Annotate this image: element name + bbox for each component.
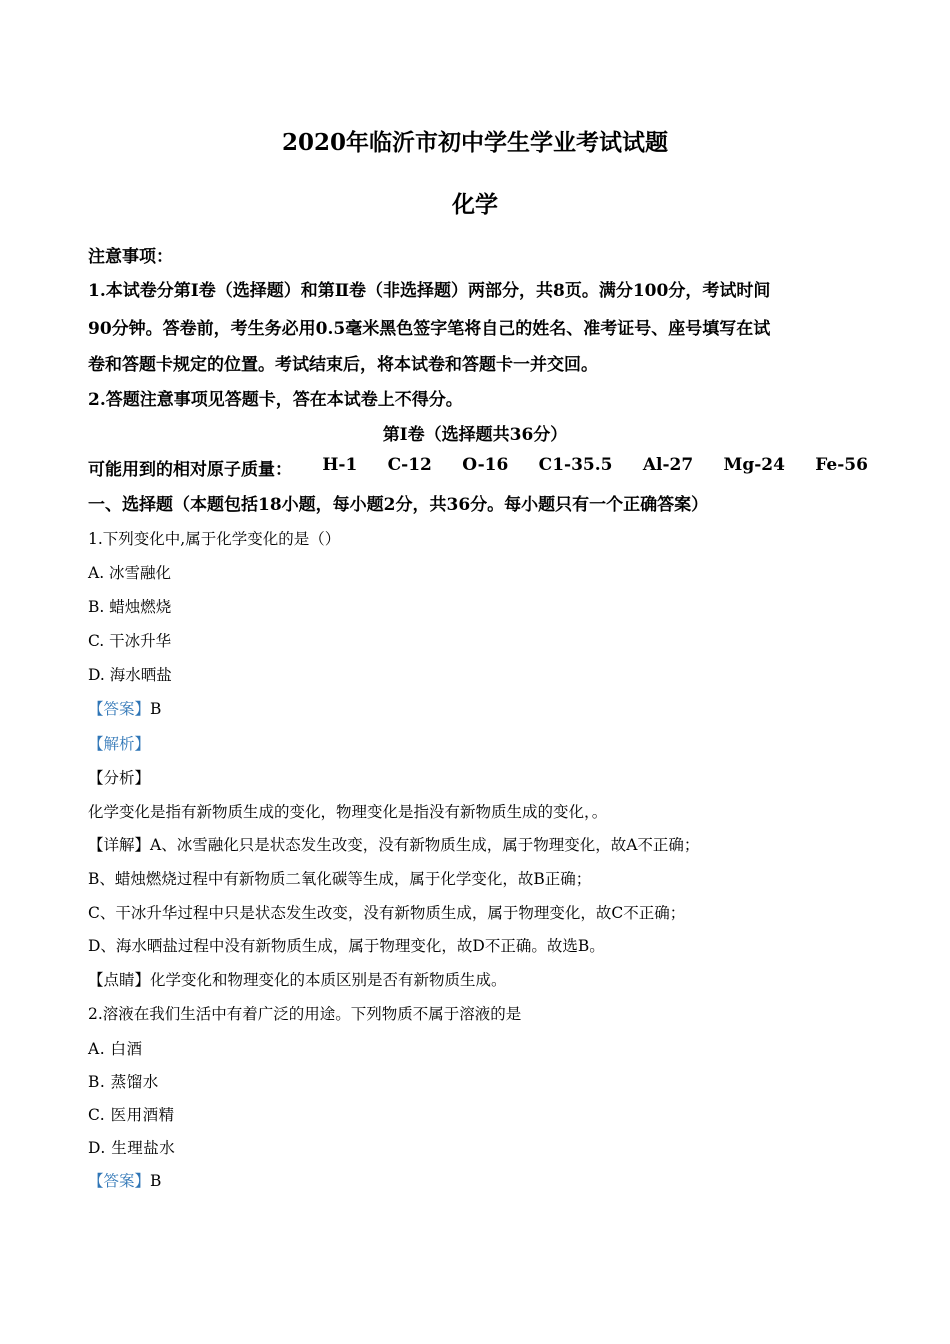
q1-option-c: C. 干冰升华 [88,632,172,650]
q1-detail-1: 【详解】A、冰雪融化只是状态发生改变，没有新物质生成，属于物理变化，故A不正确； [88,836,700,854]
q2-option-b: B. 蒸馏水 [88,1073,159,1091]
q2-stem: 2.溶液在我们生活中有着广泛的用途。下列物质不属于溶液的是 [88,1005,522,1023]
q2-option-a: A. 白酒 [88,1040,143,1058]
notice-line-3: 卷和答题卡规定的位置。考试结束后，将本试卷和答题卡一并交回。 [88,355,598,375]
q1-detail-3: C、干冰升华过程中只是状态发生改变，没有新物质生成，属于物理变化，故C不正确； [88,904,686,922]
q2-answer [88,1169,161,1191]
q1-analysis-tag: 【解析】 [88,735,151,753]
q1-answer-tag: 【答案】 [88,700,151,718]
q1-answer [88,697,161,719]
q1-option-d: D. 海水晒盐 [88,666,172,684]
atom-fe: Fe-56 [815,455,868,475]
section-heading: 一、选择题（本题包括18小题，每小题2分，共36分。每小题只有一个正确答案） [88,495,709,515]
part1-heading: 第Ⅰ卷（选择题共36分） [382,425,568,445]
subject-title: 化学 [452,191,498,218]
q1-stem: 1.下列变化中,属于化学变化的是（） [88,530,341,548]
q2-answer-tag: 【答案】 [88,1172,151,1190]
q1-detail-4: D、海水晒盐过程中没有新物质生成，属于物理变化，故D不正确。故选B。 [88,937,605,955]
atom-cl: C1-35.5 [538,455,613,475]
q1-fenxi-tag: 【分析】 [88,769,151,787]
q1-answer-value: B [150,700,162,718]
atom-o: O-16 [462,455,509,475]
q2-answer-value: B [150,1172,162,1190]
atomic-mass-label: 可能用到的相对原子质量： [88,460,292,480]
q2-option-d: D. 生理盐水 [88,1139,176,1157]
notice-line-1: 1.本试卷分第Ⅰ卷（选择题）和第Ⅱ卷（非选择题）两部分，共8页。满分100分，考试时间 [88,281,771,301]
q1-option-a: A. 冰雪融化 [88,564,172,582]
atom-h: H-1 [322,455,358,475]
notice-heading: 注意事项： [88,247,173,267]
q1-option-b: B. 蜡烛燃烧 [88,598,172,616]
q1-fenxi-text: 化学变化是指有新物质生成的变化，物理变化是指没有新物质生成的变化，。 [88,803,608,821]
atomic-mass-row [88,455,868,480]
q1-detail-2: B、蜡烛燃烧过程中有新物质二氧化碳等生成，属于化学变化，故B正确； [88,870,592,888]
atom-mg: Mg-24 [723,455,785,475]
atom-al: Al-27 [642,455,694,475]
q1-dianjing: 【点睛】化学变化和物理变化的本质区别是否有新物质生成。 [88,971,507,989]
exam-title: 2020年临沂市初中学生学业考试试题 [281,129,668,156]
notice-line-4: 2.答题注意事项见答题卡，答在本试卷上不得分。 [88,390,463,410]
atom-c: C-12 [387,455,432,475]
q2-option-c: C. 医用酒精 [88,1106,175,1124]
notice-line-2: 90分钟。答卷前，考生务必用0.5毫米黑色签字笔将自己的姓名、准考证号、座号填写在试 [88,319,771,339]
